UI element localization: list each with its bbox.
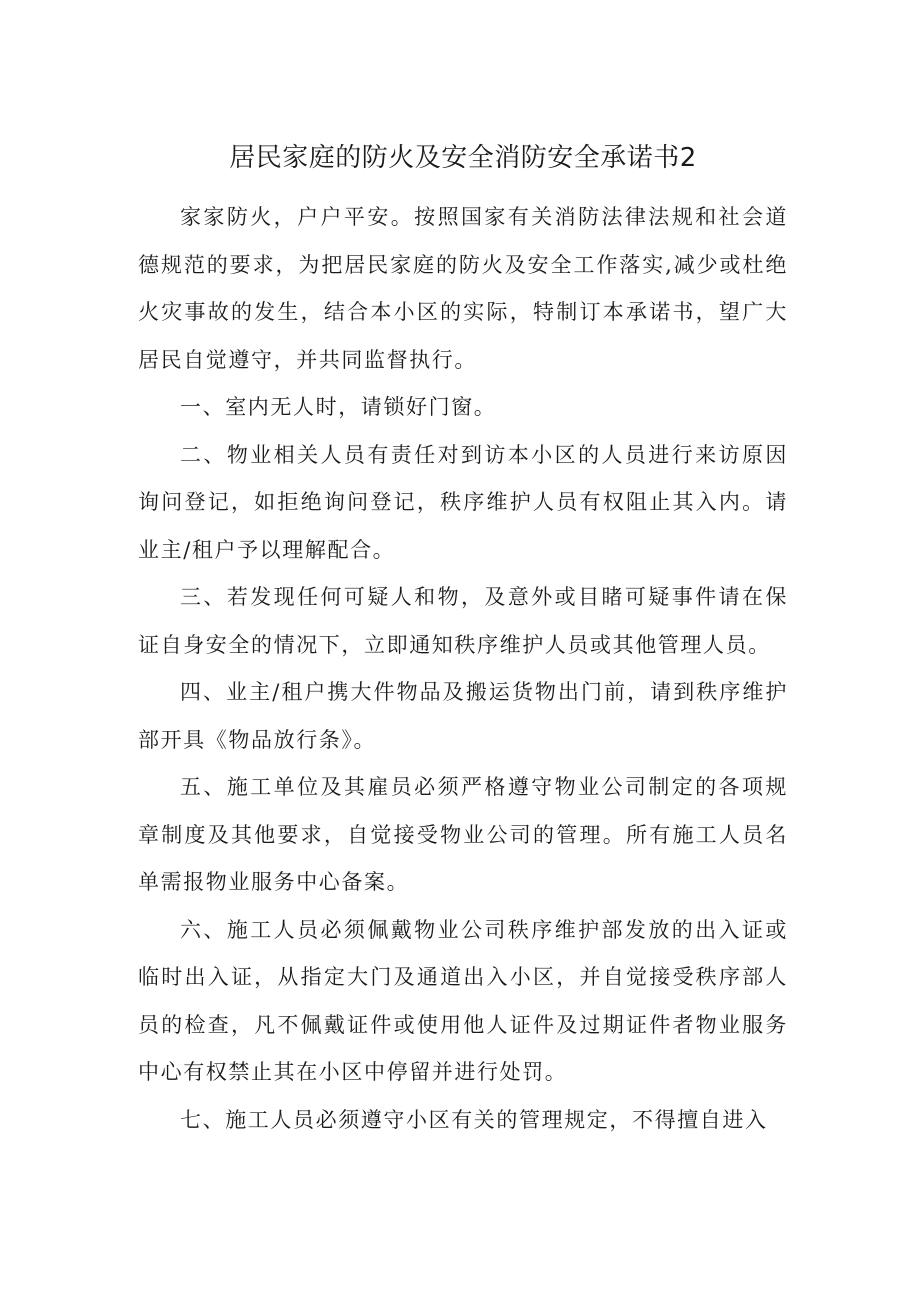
paragraph-intro: 家家防火，户户平安。按照国家有关消防法律法规和社会道德规范的要求，为把居民家庭的防火及安全工作落实,减少或杜绝火灾事故的发生，结合本小区的实际，特制订本承诺书，望广大居民自觉遵守，并共同监督执行。 xyxy=(138,205,788,372)
paragraph-item-6: 六、施工人员必须佩戴物业公司秩序维护部发放的出入证或临时出入证，从指定大门及通道出入小区，并自觉接受秩序部人员的检查，凡不佩戴证件或使用他人证件及过期证件者物业服务中心有权禁止其在小区中停留并进行处罚。 xyxy=(138,917,788,1084)
document-title: 居民家庭的防火及安全消防安全承诺书2 xyxy=(229,143,697,173)
paragraph-item-2: 二、物业相关人员有责任对到访本小区的人员进行来访原因询问登记，如拒绝询问登记，秩序维护人员有权阻止其入内。请业主/租户予以理解配合。 xyxy=(138,442,788,562)
paragraph-item-5: 五、施工单位及其雇员必须严格遵守物业公司制定的各项规章制度及其他要求，自觉接受物业公司的管理。所有施工人员名单需报物业服务中心备案。 xyxy=(138,775,788,894)
document-page xyxy=(138,140,788,1144)
paragraph-item-1: 一、室内无人时，请锁好门窗。 xyxy=(180,395,497,419)
paragraph-item-3: 三、若发现任何可疑人和物，及意外或目睹可疑事件请在保证自身安全的情况下，立即通知秩序维护人员或其他管理人员。 xyxy=(138,585,788,657)
paragraph-item-7: 七、施工人员必须遵守小区有关的管理规定，不得擅自进入 xyxy=(180,1107,768,1132)
paragraph-item-4: 四、业主/租户携大件物品及搬运货物出门前，请到秩序维护部开具《物品放行条》。 xyxy=(138,680,788,752)
